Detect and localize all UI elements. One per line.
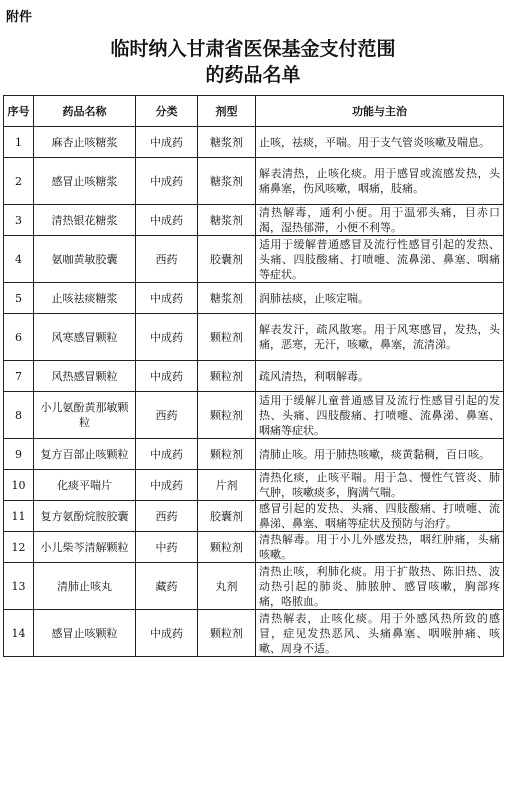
row-dosage-form: 糖浆剂 [198,205,256,236]
row-no: 2 [4,158,34,205]
row-category: 藏药 [136,563,198,610]
row-dosage-form: 颗粒剂 [198,314,256,361]
row-category: 中成药 [136,283,198,314]
table-row [4,205,504,236]
row-category: 中成药 [136,470,198,501]
row-function: 适用于缓解普通感冒及流行性感冒引起的发热、头痛、四肢酸痛、打喷嚏、流鼻涕、鼻塞、咽痛等症状。 [256,236,504,283]
table-row [4,236,504,283]
row-dosage-form: 颗粒剂 [198,439,256,470]
header-function: 功能与主治 [256,96,504,127]
row-drug-name: 感冒止咳颗粒 [34,610,136,657]
row-no: 8 [4,392,34,439]
row-no: 12 [4,532,34,563]
row-function: 清热化痰，止咳平喘。用于急、慢性气管炎、肺气肿，咳嗽痰多，胸满气喘。 [256,470,504,501]
row-dosage-form: 颗粒剂 [198,532,256,563]
row-drug-name: 小儿柴芩清解颗粒 [34,532,136,563]
row-category: 西药 [136,236,198,283]
row-function: 解表发汗，疏风散寒。用于风寒感冒，发热，头痛，恶寒，无汗，咳嗽，鼻塞，流清涕。 [256,314,504,361]
row-drug-name: 风热感冒颗粒 [34,361,136,392]
row-drug-name: 化痰平喘片 [34,470,136,501]
drug-list-table [3,95,504,657]
row-no: 9 [4,439,34,470]
row-drug-name: 清肺止咳丸 [34,563,136,610]
row-category: 中成药 [136,610,198,657]
table-row [4,610,504,657]
row-category: 中药 [136,532,198,563]
row-no: 14 [4,610,34,657]
table-header-row [4,96,504,127]
row-dosage-form: 糖浆剂 [198,283,256,314]
row-function: 清热止咳，利肺化痰。用于扩散热、陈旧热、波动热引起的肺炎、肺脓肿、感冒咳嗽，胸部疼痛，咯脓血。 [256,563,504,610]
table-row [4,127,504,158]
row-no: 7 [4,361,34,392]
row-function: 清肺止咳。用于肺热咳嗽，痰黄黏稠，百日咳。 [256,439,504,470]
row-drug-name: 麻杏止咳糖浆 [34,127,136,158]
row-dosage-form: 颗粒剂 [198,610,256,657]
row-dosage-form: 丸剂 [198,563,256,610]
header-drug-name: 药品名称 [34,96,136,127]
row-no: 11 [4,501,34,532]
row-function: 清热解毒。用于小儿外感发热，咽红肿痛，头痛咳嗽。 [256,532,504,563]
table-row [4,501,504,532]
row-dosage-form: 胶囊剂 [198,236,256,283]
row-drug-name: 风寒感冒颗粒 [34,314,136,361]
row-drug-name: 止咳祛痰糖浆 [34,283,136,314]
document-title-line-2: 的药品名单 [205,64,301,86]
row-category: 中成药 [136,361,198,392]
row-dosage-form: 糖浆剂 [198,158,256,205]
row-function: 疏风清热，利咽解毒。 [256,361,504,392]
row-dosage-form: 胶囊剂 [198,501,256,532]
row-no: 1 [4,127,34,158]
row-function: 清热解表，止咳化痰。用于外感风热所致的感冒，症见发热恶风、头痛鼻塞、咽喉肿痛、咳嗽、周身不适。 [256,610,504,657]
row-drug-name: 清热银花糖浆 [34,205,136,236]
row-dosage-form: 颗粒剂 [198,392,256,439]
row-drug-name: 复方百部止咳颗粒 [34,439,136,470]
row-no: 13 [4,563,34,610]
table-row [4,314,504,361]
row-dosage-form: 糖浆剂 [198,127,256,158]
row-category: 中成药 [136,439,198,470]
row-no: 3 [4,205,34,236]
table-row [4,283,504,314]
row-category: 西药 [136,392,198,439]
table-row [4,158,504,205]
table-row [4,439,504,470]
table-row [4,392,504,439]
document-title-line-1: 临时纳入甘肃省医保基金支付范围 [110,38,396,60]
row-category: 中成药 [136,127,198,158]
row-drug-name: 感冒止咳糖浆 [34,158,136,205]
row-dosage-form: 颗粒剂 [198,361,256,392]
row-category: 中成药 [136,314,198,361]
row-category: 中成药 [136,158,198,205]
row-function: 适用于缓解儿童普通感冒及流行性感冒引起的发热、头痛、四肢酸痛、打喷嚏、流鼻涕、鼻塞、咽痛等症状。 [256,392,504,439]
row-function: 清热解毒，通利小便。用于温邪头痛，目赤口渴，湿热郁滞，小便不利等。 [256,205,504,236]
row-category: 中成药 [136,205,198,236]
row-no: 4 [4,236,34,283]
row-drug-name: 氨咖黄敏胶囊 [34,236,136,283]
row-dosage-form: 片剂 [198,470,256,501]
table-row [4,563,504,610]
header-dosage-form: 剂型 [198,96,256,127]
table-row [4,470,504,501]
row-drug-name: 复方氨酚烷胺胶囊 [34,501,136,532]
header-no: 序号 [4,96,34,127]
row-function: 感冒引起的发热、头痛、四肢酸痛、打喷嚏、流鼻涕、鼻塞、咽痛等症状及预防与治疗。 [256,501,504,532]
row-no: 10 [4,470,34,501]
row-function: 解表清热，止咳化痰。用于感冒或流感发热，头痛鼻塞，伤风咳嗽，咽痛，肢痛。 [256,158,504,205]
row-function: 润肺祛痰，止咳定喘。 [256,283,504,314]
row-no: 5 [4,283,34,314]
row-function: 止咳，祛痰，平喘。用于支气管炎咳嗽及喘息。 [256,127,504,158]
row-drug-name: 小儿氨酚黄那敏颗粒 [34,392,136,439]
header-category: 分类 [136,96,198,127]
table-row [4,361,504,392]
table-row [4,532,504,563]
row-no: 6 [4,314,34,361]
attachment-label: 附件 [6,10,33,25]
row-category: 西药 [136,501,198,532]
